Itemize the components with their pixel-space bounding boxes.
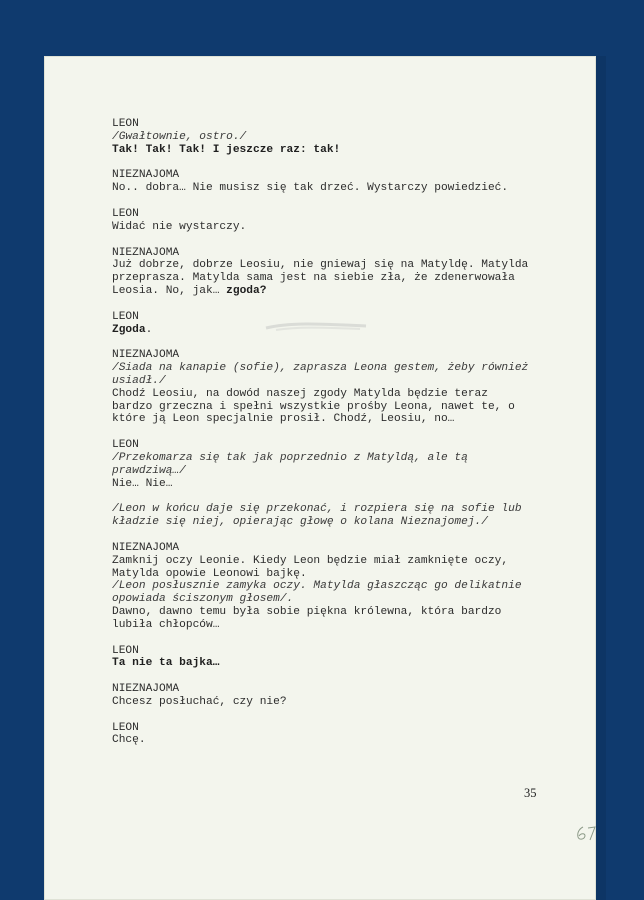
stage-direction: /Przekomarza się tak jak poprzednio z Matyldą, ale tą xyxy=(112,451,468,464)
page-number: 35 xyxy=(524,786,537,800)
dialogue-line xyxy=(112,324,552,337)
dialogue-line: przeprasza. Matylda sama jest na siebie zła, że zdenerwowała xyxy=(112,272,515,285)
stage-direction: /Leon w końcu daje się przekonać, i rozpiera się na sofie lub xyxy=(112,503,522,516)
speaker-name: LEON xyxy=(112,721,139,734)
dialogue-line: Chcę. xyxy=(112,734,146,747)
speaker-name: NIEZNAJOMA xyxy=(112,349,180,362)
dialogue-block xyxy=(112,247,552,298)
dialogue-line: Tak! Tak! Tak! I jeszcze raz: tak! xyxy=(112,143,341,156)
speaker-name: LEON xyxy=(112,644,139,657)
dialogue-line: Zamknij oczy Leonie. Kiedy Leon będzie miał zamknięte oczy, xyxy=(112,554,509,567)
dialogue-line: które ją Leon specjalnie prosił. Chodź, Leosiu, no… xyxy=(112,413,455,426)
stage-direction: /Leon posłusznie zamyka oczy. Matylda głaszcząc go delikatnie xyxy=(112,580,522,593)
dialogue-line: bardzo grzeczna i spełni wszystkie prośby Leona, nawet te, o xyxy=(112,400,515,413)
dialogue-line xyxy=(112,285,552,298)
stage-direction: /Gwałtownie, ostro./ xyxy=(112,130,247,143)
dialogue-line: Dawno, dawno temu była sobie piękna królewna, która bardzo xyxy=(112,605,502,618)
dialogue-block xyxy=(112,169,552,195)
stage-direction: /Siada na kanapie (sofie), zaprasza Leona gestem, żeby również xyxy=(112,362,529,375)
dialogue-line: Już dobrze, dobrze Leosiu, nie gniewaj się na Matyldę. Matylda xyxy=(112,259,529,272)
dialogue-block xyxy=(112,118,552,156)
dialogue-line: Matylda opowie Leonowi bajkę. xyxy=(112,567,307,580)
script-text xyxy=(112,118,552,760)
page-edge-shadow xyxy=(596,56,606,900)
dialogue-line-start: Leosia. No, jak… xyxy=(112,284,227,297)
dialogue-line: lubiła chłopców… xyxy=(112,618,220,631)
dialogue-block xyxy=(112,645,552,671)
stage-direction: opowiada ściszonym głosem/. xyxy=(112,593,294,606)
dialogue-line: Chcesz posłuchać, czy nie? xyxy=(112,695,287,708)
dialogue-block xyxy=(112,349,552,426)
dialogue-line: Widać nie wystarczy. xyxy=(112,220,247,233)
dialogue-block xyxy=(112,542,552,632)
handwritten-page-note xyxy=(574,824,598,842)
speaker-name: LEON xyxy=(112,439,139,452)
dialogue-line: No.. dobra… Nie musisz się tak drzeć. Wystarczy powiedzieć. xyxy=(112,182,509,195)
dialogue-block xyxy=(112,683,552,709)
speaker-name: LEON xyxy=(112,207,139,220)
speaker-name: NIEZNAJOMA xyxy=(112,169,180,182)
speaker-name: NIEZNAJOMA xyxy=(112,541,180,554)
dialogue-block xyxy=(112,439,552,490)
stage-direction: usiadł./ xyxy=(112,374,166,387)
dialogue-block xyxy=(112,722,552,748)
speaker-name: NIEZNAJOMA xyxy=(112,246,180,259)
speaker-name: NIEZNAJOMA xyxy=(112,683,180,696)
stage-direction: prawdziwą…/ xyxy=(112,464,186,477)
dialogue-line: Chodź Leosiu, na dowód naszej zgody Matylda będzie teraz xyxy=(112,387,488,400)
dialogue-line: Nie… Nie… xyxy=(112,477,173,490)
dialogue-line: Ta nie ta bajka… xyxy=(112,657,220,670)
speaker-name: LEON xyxy=(112,310,139,323)
dialogue-line-emphasis: zgoda? xyxy=(226,284,267,297)
speaker-name: LEON xyxy=(112,118,139,130)
stage-block xyxy=(112,503,552,529)
dialogue-block xyxy=(112,208,552,234)
dialogue-block xyxy=(112,311,552,337)
stage-direction: kładzie się niej, opierając głowę o kolana Nieznajomej./ xyxy=(112,516,488,529)
dialogue-line-end: . xyxy=(145,323,153,336)
dialogue-line-emphasis: Zgoda xyxy=(112,323,146,336)
